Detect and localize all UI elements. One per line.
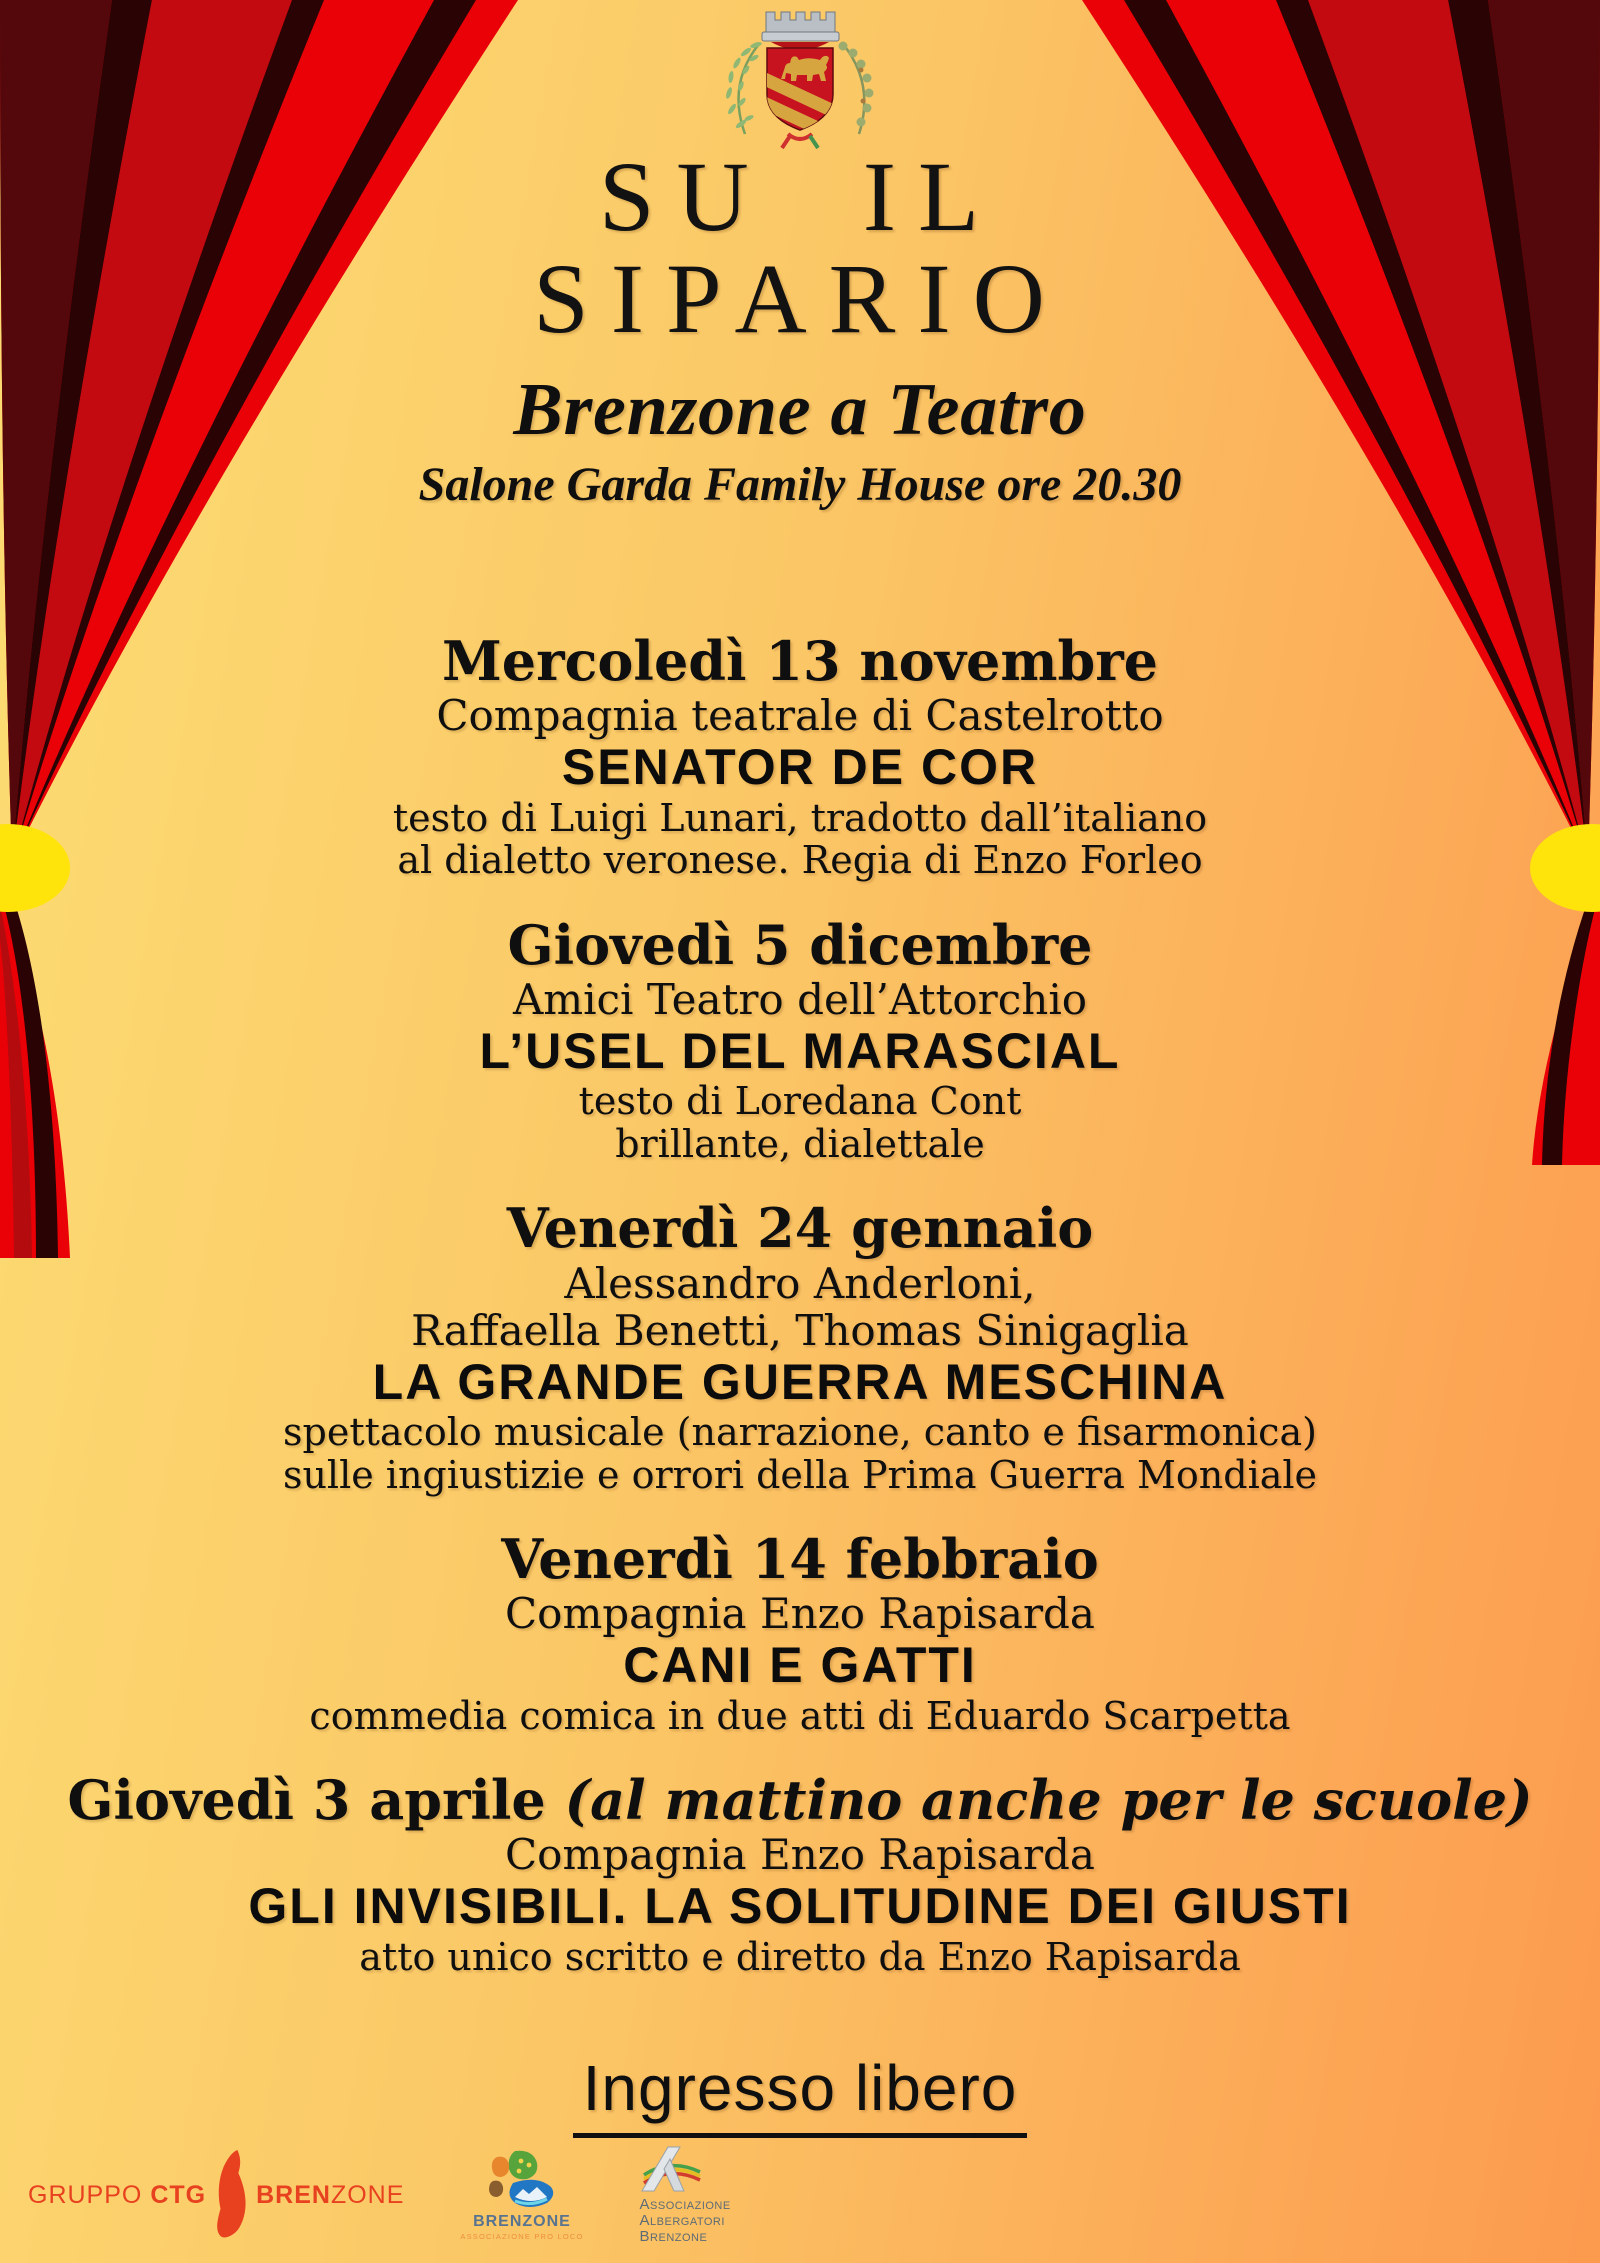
associazione-albergatori-brenzone-logo bbox=[640, 2145, 731, 2244]
mural-crown-icon bbox=[762, 12, 839, 50]
event-date bbox=[0, 630, 1600, 692]
event-item bbox=[0, 1769, 1600, 1978]
admission-text: Ingresso libero bbox=[573, 2051, 1028, 2138]
event-company-line: Compagnia Enzo Rapisarda bbox=[505, 1830, 1095, 1880]
gruppo-ctg-brenzone-logo bbox=[28, 2147, 404, 2243]
event-description-line: al dialetto veronese. Regia di Enzo Forleo bbox=[397, 838, 1203, 883]
aab-logo-line3: Brenzone bbox=[639, 2227, 708, 2245]
ctg-logo-gruppo: GRUPPO bbox=[28, 2180, 143, 2209]
event-description-line: spettacolo musicale (narrazione, canto e fisarmonica) bbox=[283, 1410, 1317, 1455]
event-date bbox=[0, 1197, 1600, 1259]
event-description-line: sulle ingiustizie e orrori della Prima Guerra Mondiale bbox=[282, 1452, 1318, 1497]
aab-logo-line2: Albergatori bbox=[639, 2212, 725, 2230]
aab-a-icon bbox=[640, 2145, 704, 2197]
event-description-line: commedia comica in due atti di Eduardo Scarpetta bbox=[309, 1693, 1291, 1738]
event-item bbox=[0, 914, 1600, 1166]
event-description-line: testo di Luigi Lunari, tradotto dall’italiano bbox=[392, 795, 1208, 840]
proloco-brenzone-logo bbox=[460, 2149, 583, 2241]
event-date-text: Giovedì 5 dicembre bbox=[507, 912, 1093, 977]
ctg-logo-ctg: CTG bbox=[150, 2180, 207, 2209]
event-date-text: Venerdì 14 febbraio bbox=[501, 1527, 1099, 1592]
event-date-text: Mercoledì 13 novembre bbox=[441, 629, 1159, 693]
event-description-line: testo di Loredana Cont bbox=[578, 1079, 1022, 1124]
event-show-title: LA GRANDE GUERRA MESCHINA bbox=[372, 1353, 1228, 1410]
event-company-line: Alessandro Anderloni, bbox=[564, 1258, 1036, 1308]
aab-logo-line1: Associazione bbox=[639, 2196, 731, 2214]
oak-branch-icon bbox=[839, 42, 874, 135]
event-show-title: SENATOR DE COR bbox=[561, 739, 1039, 796]
proloco-logo-subtitle: ASSOCIAZIONE PRO LOCO bbox=[460, 2232, 584, 2242]
event-date bbox=[0, 914, 1600, 976]
laurel-branch-icon bbox=[725, 41, 763, 134]
event-show-title: L’USEL DEL MARASCIAL bbox=[479, 1022, 1121, 1079]
poster-title-line2: SIPARIO bbox=[533, 243, 1067, 354]
ctg-logo-zone: ZONE bbox=[330, 2180, 405, 2209]
event-date-text: Venerdì 24 gennaio bbox=[506, 1196, 1094, 1261]
event-company-line: Compagnia teatrale di Castelrotto bbox=[436, 691, 1164, 741]
event-date bbox=[0, 1769, 1600, 1831]
event-date-text: Giovedì 3 aprile bbox=[67, 1768, 546, 1833]
proloco-logo-name: BRENZONE bbox=[473, 2213, 571, 2231]
event-item bbox=[0, 1528, 1600, 1737]
poster-title-line1: SU IL bbox=[598, 141, 1002, 252]
event-company-line: Compagnia Enzo Rapisarda bbox=[505, 1589, 1095, 1639]
brenzone-coat-of-arms bbox=[0, 0, 1600, 158]
event-show-title: CANI E GATTI bbox=[623, 1637, 977, 1694]
ctg-logo-bren: BREN bbox=[256, 2180, 331, 2209]
event-item bbox=[0, 1197, 1600, 1496]
event-description-line: atto unico scritto e diretto da Enzo Rapisarda bbox=[359, 1934, 1241, 1979]
event-show-title: GLI INVISIBILI. LA SOLITUDINE DEI GIUSTI bbox=[248, 1878, 1352, 1935]
admission-note bbox=[0, 2051, 1600, 2138]
poster-title bbox=[0, 141, 1600, 354]
event-company-line: Raffaella Benetti, Thomas Sinigaglia bbox=[411, 1305, 1189, 1355]
proloco-leaves-icon bbox=[485, 2149, 559, 2211]
event-date bbox=[0, 1528, 1600, 1590]
venue-line: Salone Garda Family House ore 20.30 bbox=[418, 458, 1182, 511]
events-list bbox=[0, 630, 1600, 1979]
footer-logos bbox=[28, 2143, 731, 2247]
poster-subtitle: Brenzone a Teatro bbox=[513, 369, 1087, 451]
event-date-note: (al mattino anche per le scuole) bbox=[545, 1768, 1533, 1833]
lake-garda-icon bbox=[210, 2147, 252, 2243]
event-description-line: brillante, dialettale bbox=[615, 1121, 985, 1166]
event-item bbox=[0, 630, 1600, 882]
event-company-line: Amici Teatro dell’Attorchio bbox=[512, 974, 1088, 1024]
